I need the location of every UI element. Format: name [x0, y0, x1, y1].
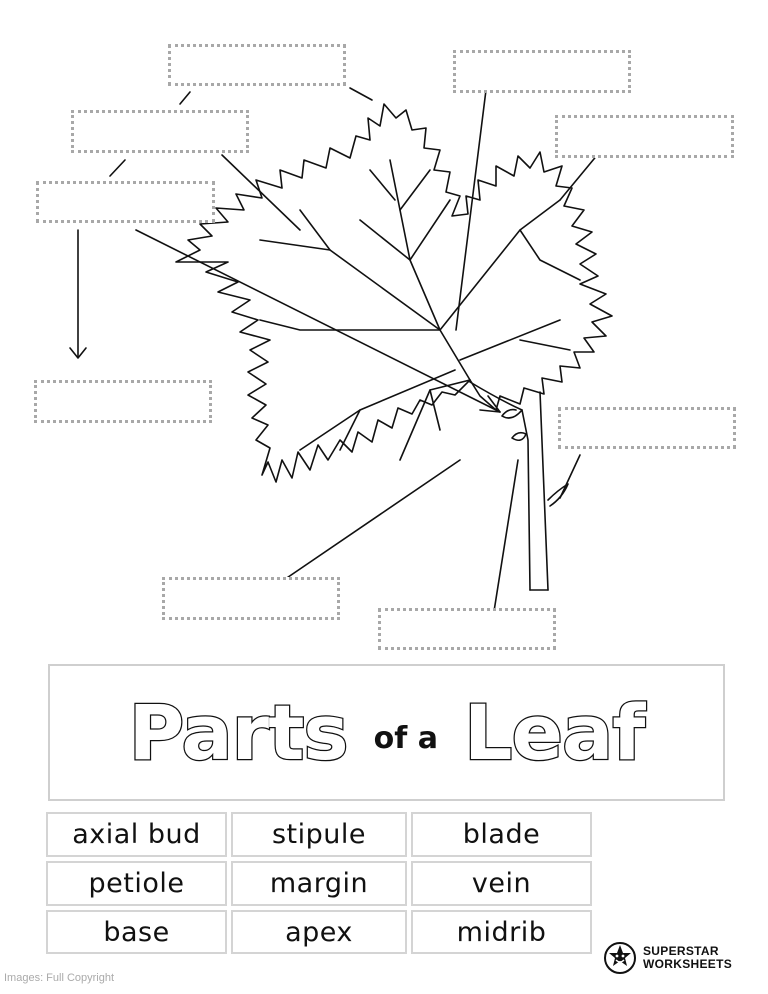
stipule-shape	[502, 410, 522, 418]
word-bank-cell[interactable]: margin	[231, 861, 407, 906]
brand-name	[643, 945, 732, 971]
word-bank-cell[interactable]: stipule	[231, 812, 407, 857]
brand-line-1: SUPERSTAR	[643, 944, 719, 958]
brand-line-2: WORKSHEETS	[643, 957, 733, 971]
word-bank-cell[interactable]: midrib	[411, 910, 592, 954]
label-box-4[interactable]	[34, 380, 212, 423]
label-box-3[interactable]	[36, 181, 215, 223]
label-box-1[interactable]	[168, 44, 346, 86]
word-bank	[46, 812, 592, 954]
label-box-7[interactable]	[558, 407, 736, 449]
label-box-6[interactable]	[555, 115, 734, 158]
word-bank-cell[interactable]: base	[46, 910, 227, 954]
title-word-parts: Parts	[128, 688, 348, 777]
smiling-star-face-icon	[603, 941, 637, 975]
title-word-leaf: Leaf	[464, 688, 645, 777]
label-box-5[interactable]	[453, 50, 631, 93]
petiole-line	[470, 382, 530, 590]
label-box-2[interactable]	[71, 110, 249, 153]
copyright-notice: Images: Full Copyright	[4, 972, 115, 984]
brand-logo	[603, 936, 753, 980]
word-bank-cell[interactable]: apex	[231, 910, 407, 954]
word-bank-cell[interactable]: vein	[411, 861, 592, 906]
title-box	[48, 664, 725, 801]
label-box-9[interactable]	[378, 608, 556, 650]
word-bank-cell[interactable]: petiole	[46, 861, 227, 906]
leaf-blade-outline	[176, 104, 612, 482]
title-word-of-a: of a	[373, 721, 439, 756]
label-box-8[interactable]	[162, 577, 340, 620]
word-bank-cell[interactable]: axial bud	[46, 812, 227, 857]
midrib-line	[390, 160, 470, 380]
word-bank-cell[interactable]: blade	[411, 812, 592, 857]
